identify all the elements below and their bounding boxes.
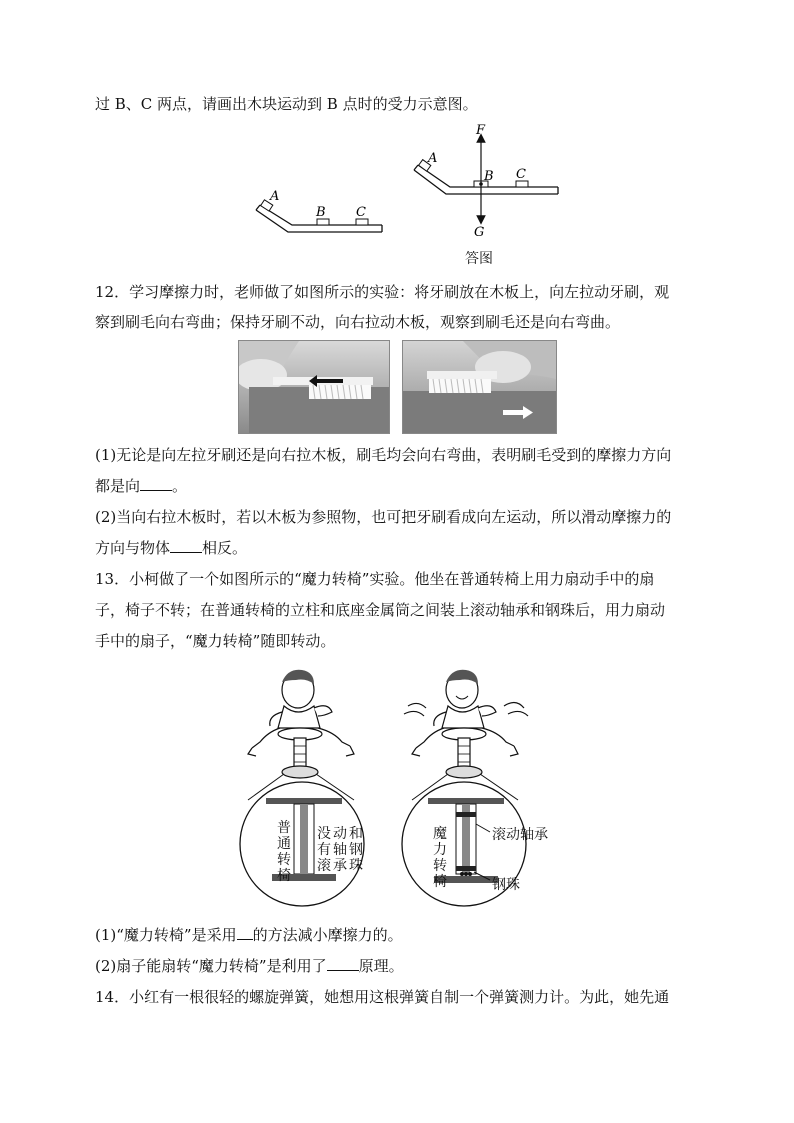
q13-blank-2[interactable] bbox=[327, 956, 359, 971]
label-c-answer: C bbox=[516, 167, 526, 182]
q12-sub1-line1: (1)无论是向左拉牙刷还是向右拉木板，刷毛均会向右弯曲，表明刷毛受到的摩擦力方向 bbox=[95, 446, 672, 464]
label-c: C bbox=[356, 205, 366, 220]
q12-blank-1[interactable] bbox=[140, 476, 172, 491]
q12-sub1-text: 都是向 bbox=[95, 477, 141, 495]
ordinary-chair-figure bbox=[238, 662, 388, 912]
answer-force-figure bbox=[408, 122, 568, 244]
q13-sub1 bbox=[95, 925, 403, 945]
label-b: B bbox=[316, 205, 326, 220]
left-note-col2: 动 轴 承 bbox=[333, 826, 347, 874]
q13-sub2-text: (2)扇子能扇转“魔力转椅”是利用了 bbox=[95, 957, 327, 975]
ordinary-chair-label: 普 通 转 椅 bbox=[277, 820, 291, 884]
q13-sub2 bbox=[95, 956, 404, 976]
ramp-figure bbox=[250, 188, 390, 244]
q12-sub1-end: 。 bbox=[172, 477, 188, 495]
q13-sub2-end: 原理。 bbox=[358, 957, 404, 975]
photo-pull-board bbox=[402, 340, 557, 434]
q13-line2: 子，椅子不转；在普通转椅的立柱和底座金属筒之间装上滚动轴承和钢珠后，用力扇动 bbox=[95, 601, 666, 619]
label-f: F bbox=[476, 123, 486, 138]
q14-line1: 14．小红有一根很轻的螺旋弹簧，她想用这根弹簧自制一个弹簧测力计。为此，她先通 bbox=[95, 988, 670, 1006]
q13-blank-1[interactable] bbox=[237, 925, 253, 940]
photo-pull-toothbrush bbox=[238, 340, 390, 434]
label-g: G bbox=[474, 225, 485, 240]
q13-line3: 手中的扇子，“魔力转椅”随即转动。 bbox=[95, 632, 336, 650]
left-note-col3: 和 钢 珠 bbox=[349, 826, 363, 874]
q12-sub2-line2 bbox=[95, 538, 247, 558]
label-b-answer: B bbox=[484, 169, 494, 184]
right-note-ball: 钢珠 bbox=[492, 877, 520, 893]
left-note-col1: 没 有 滚 bbox=[317, 826, 331, 874]
q12-sub2-line1: (2)当向右拉木板时，若以木板为参照物，也可把牙刷看成向左运动，所以滑动摩擦力的 bbox=[95, 508, 672, 526]
q12-line2: 察到刷毛向右弯曲；保持牙刷不动，向右拉动木板，观察到刷毛还是向右弯曲。 bbox=[95, 313, 621, 331]
right-note-bearing: 滚动轴承 bbox=[492, 827, 548, 843]
q12-sub2-end: 相反。 bbox=[202, 539, 248, 557]
answer-caption: 答图 bbox=[465, 251, 493, 267]
q13-line1: 13．小柯做了一个如图所示的“魔力转椅”实验。他坐在普通转椅上用力扇动手中的扇 bbox=[95, 570, 655, 588]
magic-chair-label: 魔 力 转 椅 bbox=[433, 826, 447, 890]
label-a: A bbox=[270, 189, 280, 204]
magic-chair-figure bbox=[396, 662, 556, 912]
q13-sub1-end: 的方法减小摩擦力的。 bbox=[252, 926, 403, 944]
q12-sub2-text: 方向与物体 bbox=[95, 539, 171, 557]
label-a-answer: A bbox=[428, 151, 438, 166]
q13-sub1-text: (1)“魔力转椅”是采用 bbox=[95, 926, 237, 944]
q12-sub1-line2 bbox=[95, 476, 187, 496]
q12-blank-2[interactable] bbox=[170, 538, 202, 553]
intro-line: 过 B、C 两点，请画出木块运动到 B 点时的受力示意图。 bbox=[95, 95, 478, 113]
q12-line1: 12．学习摩擦力时，老师做了如图所示的实验：将牙刷放在木板上，向左拉动牙刷，观 bbox=[95, 283, 670, 301]
